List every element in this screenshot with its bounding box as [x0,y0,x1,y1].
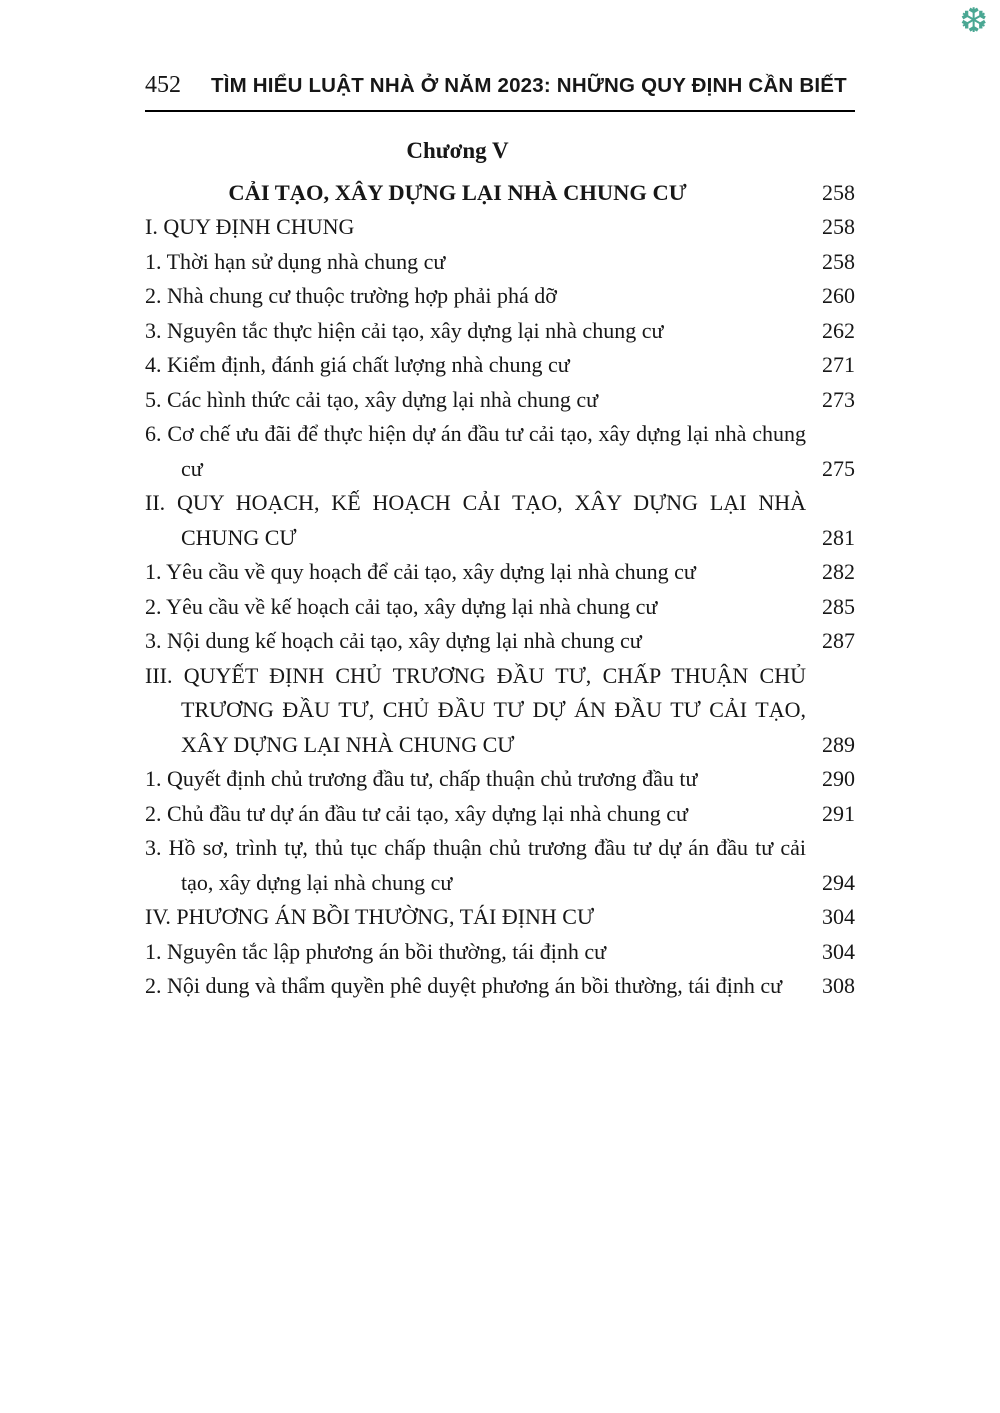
toc-entry-page-number: 258 [822,214,855,239]
toc-entry-page-number: 287 [822,628,855,653]
toc-entry-title: 1. Thời hạn sử dụng nhà chung cư [145,248,446,274]
toc-entry-title: CẢI TẠO, XÂY DỰNG LẠI NHÀ CHUNG CƯ [228,179,687,205]
toc-list [145,176,855,1004]
toc-entry-title: 2. Chủ đầu tư dự án đầu tư cải tạo, xây dựng lại nhà chung cư [145,800,688,826]
toc-entry-page-number: 294 [822,869,855,895]
toc-entry-page-number: 271 [822,352,855,377]
toc-entry-title: 1. Quyết định chủ trương đầu tư, chấp thuận chủ trương đầu tư [145,766,698,791]
toc-entry [145,555,855,590]
toc-entry-page-number: 258 [822,248,855,274]
toc-entry [145,969,855,1004]
toc-entry [145,176,855,211]
toc-entry-page-number: 260 [822,283,855,308]
toc-entry-page-number: 289 [822,731,855,757]
toc-entry-page-number: 308 [822,973,855,998]
toc-entry-title: 2. Nhà chung cư thuộc trường hợp phải phá dỡ [145,283,557,308]
toc-entry [145,659,855,763]
toc-entry [145,831,855,900]
toc-entry-page-number: 290 [822,766,855,791]
toc-entry [145,314,855,349]
toc-entry-page-number: 282 [822,559,855,584]
toc-entry [145,383,855,418]
toc-entry [145,245,855,280]
page-header [145,72,855,112]
toc-entry-title: 4. Kiểm định, đánh giá chất lượng nhà chung cư [145,352,570,377]
toc-entry-page-number: 285 [822,593,855,619]
toc-entry [145,417,855,486]
toc-entry-title: 2. Nội dung và thẩm quyền phê duyệt phương án bồi thường, tái định cư [145,973,783,998]
toc-entry [145,348,855,383]
toc-entry-title: 1. Nguyên tắc lập phương án bồi thường, tái định cư [145,938,607,964]
toc-entry-page-number: 275 [822,455,855,481]
toc-entry [145,486,855,555]
toc-entry-title: 5. Các hình thức cải tạo, xây dựng lại nhà chung cư [145,386,599,412]
toc-entry-title: IV. PHƯƠNG ÁN BỒI THƯỜNG, TÁI ĐỊNH CƯ [145,904,595,929]
toc-entry-title: 3. Hồ sơ, trình tự, thủ tục chấp thuận chủ trương đầu tư dự án đầu tư cải tạo, xây dựng lại nhà chung cư [145,835,806,895]
toc-entry [145,900,855,935]
toc-entry [145,590,855,625]
toc-entry-page-number: 291 [822,800,855,826]
toc-entry-title: 3. Nguyên tắc thực hiện cải tạo, xây dựng lại nhà chung cư [145,317,664,343]
toc-entry-title: 2. Yêu cầu về kế hoạch cải tạo, xây dựng lại nhà chung cư [145,593,658,619]
toc-entry [145,797,855,832]
chapter-label: Chương V [406,138,509,163]
header-title: TÌM HIỂU LUẬT NHÀ Ở NĂM 2023: NHỮNG QUY ĐỊNH CẦN BIẾT [211,74,847,97]
toc-entry-page-number: 304 [822,938,855,964]
toc-entry [145,762,855,797]
toc-entry [145,210,855,245]
snowflake-icon: ❆ [959,1,988,41]
toc-entry-page-number: 304 [822,904,855,929]
toc-entry [145,935,855,970]
toc-entry-page-number: 273 [822,386,855,412]
toc-entry-title: 6. Cơ chế ưu đãi để thực hiện dự án đầu tư cải tạo, xây dựng lại nhà chung cư [145,421,806,481]
table-of-contents [145,134,855,1004]
toc-entry-title: I. QUY ĐỊNH CHUNG [145,214,355,239]
toc-entry-title: 3. Nội dung kế hoạch cải tạo, xây dựng lại nhà chung cư [145,628,642,653]
toc-entry-title: 1. Yêu cầu về quy hoạch để cải tạo, xây dựng lại nhà chung cư [145,559,696,584]
toc-entry-page-number: 258 [822,179,855,205]
page-number: 452 [145,72,181,98]
toc-entry-page-number: 281 [822,524,855,550]
toc-entry [145,624,855,659]
toc-entry-title: II. QUY HOẠCH, KẾ HOẠCH CẢI TẠO, XÂY DỰNG LẠI NHÀ CHUNG CƯ [145,490,806,550]
toc-entry-title: III. QUYẾT ĐỊNH CHỦ TRƯƠNG ĐẦU TƯ, CHẤP THUẬN CHỦ TRƯƠNG ĐẦU TƯ, CHỦ ĐẦU TƯ DỰ ÁN ĐẦU TƯ CẢI TẠO, XÂY DỰNG LẠI NHÀ CHUNG CƯ [145,662,806,757]
toc-entry-page-number: 262 [822,317,855,343]
toc-entry [145,279,855,314]
